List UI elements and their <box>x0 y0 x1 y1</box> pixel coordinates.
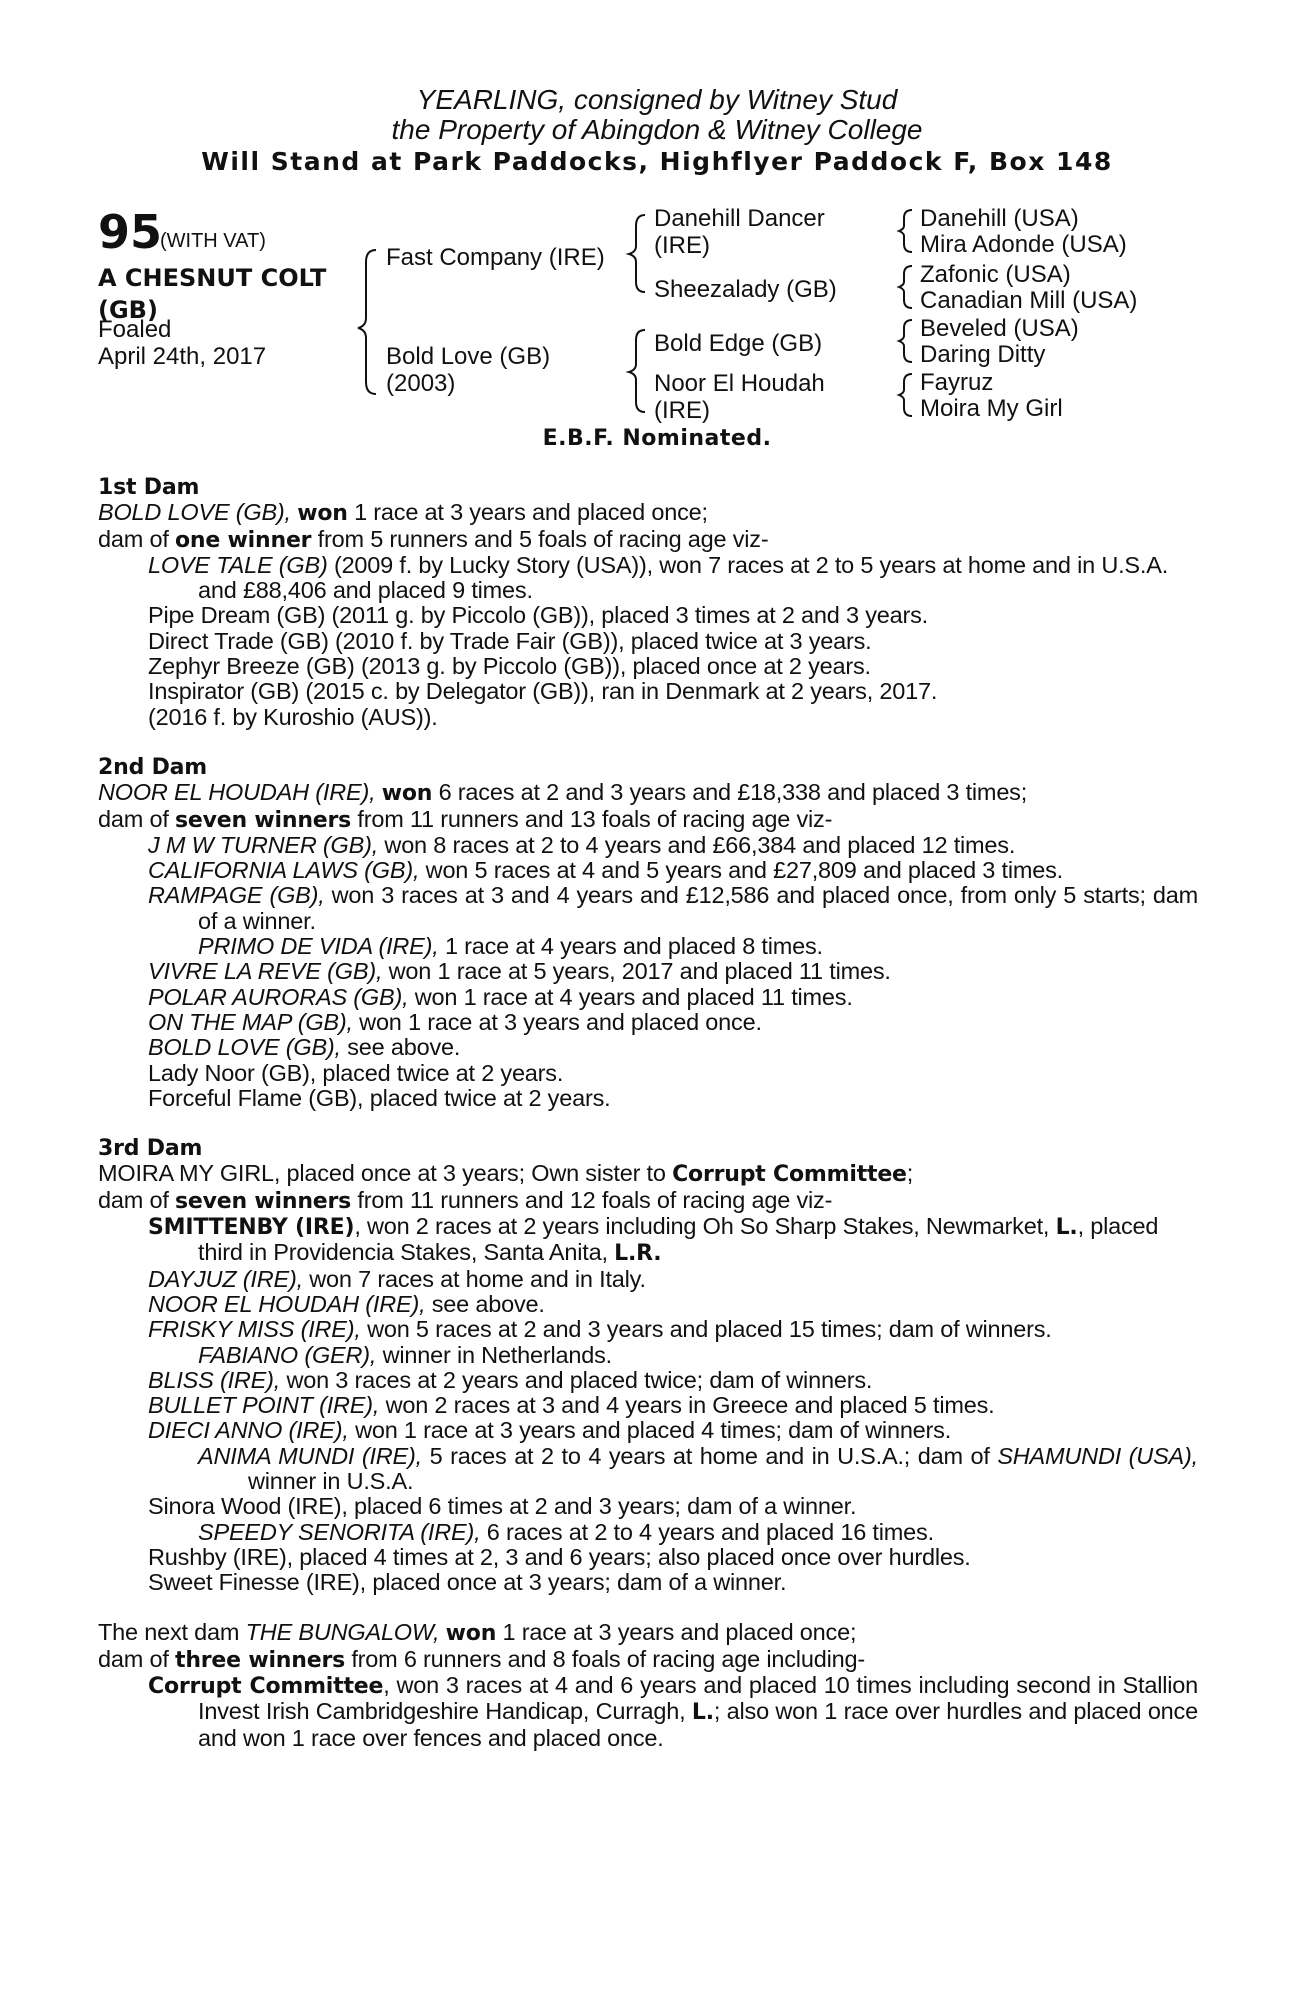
produce-name: CALIFORNIA LAWS (GB), <box>148 857 420 884</box>
produce-record <box>98 475 1198 1751</box>
dam-name <box>386 343 550 397</box>
next-dam-line <box>98 1620 1198 1646</box>
first-dam-line <box>98 500 1198 526</box>
produce-entry: Sinora Wood (IRE), placed 6 times at 2 and 3 years; dam of a winner. <box>148 1493 857 1520</box>
produce-record: , won 2 races at 2 years including Oh So Sharp Stakes, Newmarket, <box>354 1213 1050 1240</box>
second-dam-heading: 2nd Dam <box>98 754 208 780</box>
dam-record: 6 races at 2 and 3 years and £18,338 and placed 3 times; <box>438 779 1028 806</box>
text: dam of <box>98 805 169 832</box>
dam-record: MOIRA MY GIRL, placed once at 3 years; Own sister to <box>98 1160 666 1187</box>
produce-name: ANIMA MUNDI (IRE), <box>198 1442 422 1469</box>
text: dam of <box>98 1186 169 1213</box>
sire-of-sire-line: Danehill Dancer <box>654 205 825 232</box>
great-grandparent-6: Daring Ditty <box>920 341 1046 368</box>
produce-entry: Sweet Finesse (IRE), placed once at 3 years; dam of a winner. <box>148 1569 787 1596</box>
produce-record: winner in U.S.A. <box>248 1467 414 1494</box>
produce-record: won 2 races at 3 and 4 years in Greece and placed 5 times. <box>385 1392 995 1419</box>
bracket-sire <box>629 215 645 292</box>
produce-name: NOOR EL HOUDAH (IRE), <box>148 1290 426 1317</box>
produce-entry <box>98 883 1198 934</box>
great-grandparent-3: Zafonic (USA) <box>920 261 1071 288</box>
dam-of-dam-line: Noor El Houdah <box>654 370 825 397</box>
produce-entry <box>98 1418 1198 1443</box>
produce-name: SPEEDY SENORITA (IRE), <box>198 1518 481 1545</box>
second-dam-produce-summary <box>98 807 1198 833</box>
produce-record: won 3 races at 3 and 4 years and £12,586 and placed once, from only 5 starts; dam of a winner. <box>198 882 1198 934</box>
dam-of-dam-line: (IRE) <box>654 397 710 424</box>
race-grade: L. <box>691 1700 714 1726</box>
dam-name: BOLD LOVE (GB), <box>98 499 291 526</box>
sire-of-sire-line: (IRE) <box>654 232 710 259</box>
race-grade: L.R. <box>614 1241 662 1267</box>
grandproduce-entry <box>98 1343 1198 1368</box>
produce-record: 6 races at 2 to 4 years and placed 16 times. <box>486 1518 934 1545</box>
produce-record: see above. <box>431 1290 545 1317</box>
produce-record: , placed third in Providencia Stakes, Santa Anita, <box>198 1213 1159 1266</box>
produce-entry: Rushby (IRE), placed 4 times at 2, 3 and 6 years; also placed once over hurdles. <box>148 1543 971 1570</box>
produce-name: J M W TURNER (GB), <box>148 831 379 858</box>
produce-name: DAYJUZ (IRE), <box>148 1265 303 1292</box>
produce-entry <box>98 1267 1198 1292</box>
grandproduce-entry <box>98 934 1198 959</box>
produce-record: won 1 race at 5 years, 2017 and placed 11 times. <box>388 958 891 985</box>
produce-name: VIVRE LA REVE (GB), <box>148 958 383 985</box>
grandproduce-entry <box>98 1444 1198 1495</box>
text: from 6 runners and 8 foals of racing age including- <box>351 1645 865 1672</box>
grandproduce-entry <box>98 1520 1198 1545</box>
dam-year: (2003) <box>386 370 456 397</box>
next-dam-produce-summary <box>98 1647 1198 1673</box>
dam-of-sire: Sheezalady (GB) <box>654 276 837 303</box>
text: ; <box>906 1160 914 1187</box>
produce-record: 5 races at 2 to 4 years at home and in U.S.A.; dam of <box>429 1442 990 1469</box>
third-dam-produce-summary <box>98 1188 1198 1214</box>
text: from 5 runners and 5 foals of racing age viz- <box>317 525 769 552</box>
produce-name: BULLET POINT (IRE), <box>148 1392 380 1419</box>
dam-record: 1 race at 3 years and placed once; <box>502 1619 857 1646</box>
produce-entry: Lady Noor (GB), placed twice at 2 years. <box>148 1059 564 1086</box>
produce-record: won 8 races at 2 to 4 years and £66,384 and placed 12 times. <box>384 831 1016 858</box>
winners-count: three winners <box>175 1647 345 1673</box>
produce-name: POLAR AURORAS (GB), <box>148 983 409 1010</box>
ebf-nomination: E.B.F. Nominated. <box>542 426 772 451</box>
produce-name: SHAMUNDI (USA), <box>997 1442 1198 1469</box>
text: from 11 runners and 12 foals of racing age viz- <box>357 1186 833 1213</box>
produce-record: see above. <box>347 1034 461 1061</box>
won-label: won <box>297 501 348 527</box>
sire-of-sire <box>654 205 825 259</box>
dam-name: THE BUNGALOW, <box>245 1619 440 1646</box>
produce-name: LOVE TALE (GB) <box>148 551 328 578</box>
winners-count: one winner <box>175 527 312 553</box>
produce-record: won 7 races at home and in Italy. <box>309 1265 646 1292</box>
first-dam-produce-summary <box>98 527 1198 553</box>
produce-entry <box>98 553 1198 604</box>
spacer <box>98 1595 1198 1620</box>
produce-name: Corrupt Committee <box>148 1674 384 1700</box>
produce-record: , won 3 races at 4 and 6 years and placed 10 times including second in Stallion Invest Irish Cambridgeshire Handicap, Curragh, <box>198 1672 1198 1725</box>
first-dam-heading: 1st Dam <box>98 475 200 500</box>
produce-record: 1 race at 4 years and placed 8 times. <box>444 933 823 960</box>
produce-entry: Pipe Dream (GB) (2011 g. by Piccolo (GB)), placed 3 times at 2 and 3 years. <box>148 602 928 629</box>
bracket-grand-2 <box>899 266 912 308</box>
consignment-line: YEARLING, consigned by Witney Stud <box>416 84 898 115</box>
great-grandparent-7: Fayruz <box>920 369 994 396</box>
produce-entry <box>98 1673 1198 1751</box>
produce-entry <box>98 1292 1198 1317</box>
great-grandparent-2: Mira Adonde (USA) <box>920 231 1127 258</box>
produce-name: RAMPAGE (GB), <box>148 882 325 909</box>
produce-record: ; also won 1 race over hurdles and placed once and won 1 race over fences and placed once. <box>198 1698 1198 1751</box>
produce-record: won 5 races at 4 and 5 years and £27,809 and placed 3 times. <box>425 857 1063 884</box>
produce-name: ON THE MAP (GB), <box>148 1008 353 1035</box>
sister-name: Corrupt Committee <box>672 1162 907 1188</box>
winners-count: seven winners <box>175 1188 352 1214</box>
produce-name: SMITTENBY (IRE) <box>148 1215 355 1241</box>
text: from 11 runners and 13 foals of racing age viz- <box>357 805 833 832</box>
text: dam of <box>98 525 169 552</box>
bracket-dam <box>629 330 645 412</box>
produce-record: winner in Netherlands. <box>382 1341 613 1368</box>
spacer <box>98 730 1198 755</box>
produce-record: won 3 races at 2 years and placed twice; dam of winners. <box>286 1366 873 1393</box>
great-grandparent-8: Moira My Girl <box>920 395 1063 422</box>
produce-entry <box>98 858 1198 883</box>
produce-entry <box>98 1393 1198 1418</box>
dam-of-dam <box>654 370 825 424</box>
produce-entry <box>98 833 1198 858</box>
produce-name: BOLD LOVE (GB), <box>148 1034 341 1061</box>
property-line: the Property of Abingdon & Witney College <box>391 114 923 145</box>
sire-name: Fast Company (IRE) <box>386 244 605 271</box>
produce-entry <box>98 1214 1198 1267</box>
bracket-grand-4 <box>899 374 912 416</box>
vat-note: (WITH VAT) <box>160 230 266 252</box>
lot-description-line: (GB) <box>98 296 158 324</box>
produce-record: won 1 race at 3 years and placed once. <box>359 1008 762 1035</box>
bracket-grand-3 <box>899 320 912 362</box>
produce-entry: (2016 f. by Kuroshio (AUS)). <box>148 703 438 730</box>
lot-description-line: A CHESNUT COLT <box>98 264 327 292</box>
third-dam-line <box>98 1161 1198 1187</box>
spacer <box>98 1111 1198 1136</box>
foaled-value: April 24th, 2017 <box>98 343 267 370</box>
produce-name: FABIANO (GER), <box>198 1341 377 1368</box>
sire-of-dam: Bold Edge (GB) <box>654 330 823 357</box>
great-grandparent-1: Danehill (USA) <box>920 205 1079 232</box>
dam-name: NOOR EL HOUDAH (IRE), <box>98 779 376 806</box>
stand-location-line: Will Stand at Park Paddocks, Highflyer Paddock F, Box 148 <box>201 147 1113 176</box>
bracket-grand-1 <box>899 210 912 252</box>
text: The next dam <box>98 1619 240 1646</box>
third-dam-heading: 3rd Dam <box>98 1136 203 1162</box>
produce-entry <box>98 1035 1198 1060</box>
bracket-main <box>358 250 376 394</box>
second-dam-line <box>98 780 1198 806</box>
produce-entry <box>98 1010 1198 1035</box>
produce-entry <box>98 985 1198 1010</box>
dam-name-line: Bold Love (GB) <box>386 343 551 370</box>
produce-record: (2009 f. by Lucky Story (USA)), won 7 races at 2 to 5 years at home and in U.S.A. and £88,406 and placed 9 times. <box>198 551 1169 604</box>
produce-entry: Inspirator (GB) (2015 c. by Delegator (GB)), ran in Denmark at 2 years, 2017. <box>148 678 938 705</box>
produce-entry <box>98 959 1198 984</box>
won-label: won <box>445 1621 497 1647</box>
great-grandparent-4: Canadian Mill (USA) <box>920 287 1138 314</box>
great-grandparent-5: Beveled (USA) <box>920 315 1079 342</box>
produce-record: won 1 race at 3 years and placed 4 times; dam of winners. <box>355 1417 952 1444</box>
text: dam of <box>98 1645 169 1672</box>
produce-name: PRIMO DE VIDA (IRE), <box>198 933 439 960</box>
produce-entry <box>98 1368 1198 1393</box>
produce-entry: Forceful Flame (GB), placed twice at 2 years. <box>148 1084 611 1111</box>
produce-record: won 5 races at 2 and 3 years and placed 15 times; dam of winners. <box>367 1316 1052 1343</box>
produce-entry <box>98 1317 1198 1342</box>
produce-record: won 1 race at 4 years and placed 11 times. <box>414 983 853 1010</box>
produce-name: FRISKY MISS (IRE), <box>148 1316 361 1343</box>
foaled-label: Foaled <box>98 316 172 343</box>
won-label: won <box>381 781 433 807</box>
dam-record: 1 race at 3 years and placed once; <box>354 499 708 526</box>
lot-number: 95 <box>98 205 163 259</box>
produce-name: DIECI ANNO (IRE), <box>148 1417 349 1444</box>
race-grade: L. <box>1055 1215 1078 1241</box>
produce-entry: Zephyr Breeze (GB) (2013 g. by Piccolo (GB)), placed once at 2 years. <box>148 653 871 680</box>
produce-entry: Direct Trade (GB) (2010 f. by Trade Fair (GB)), placed twice at 3 years. <box>148 627 872 654</box>
produce-name: BLISS (IRE), <box>148 1366 281 1393</box>
winners-count: seven winners <box>175 807 352 833</box>
